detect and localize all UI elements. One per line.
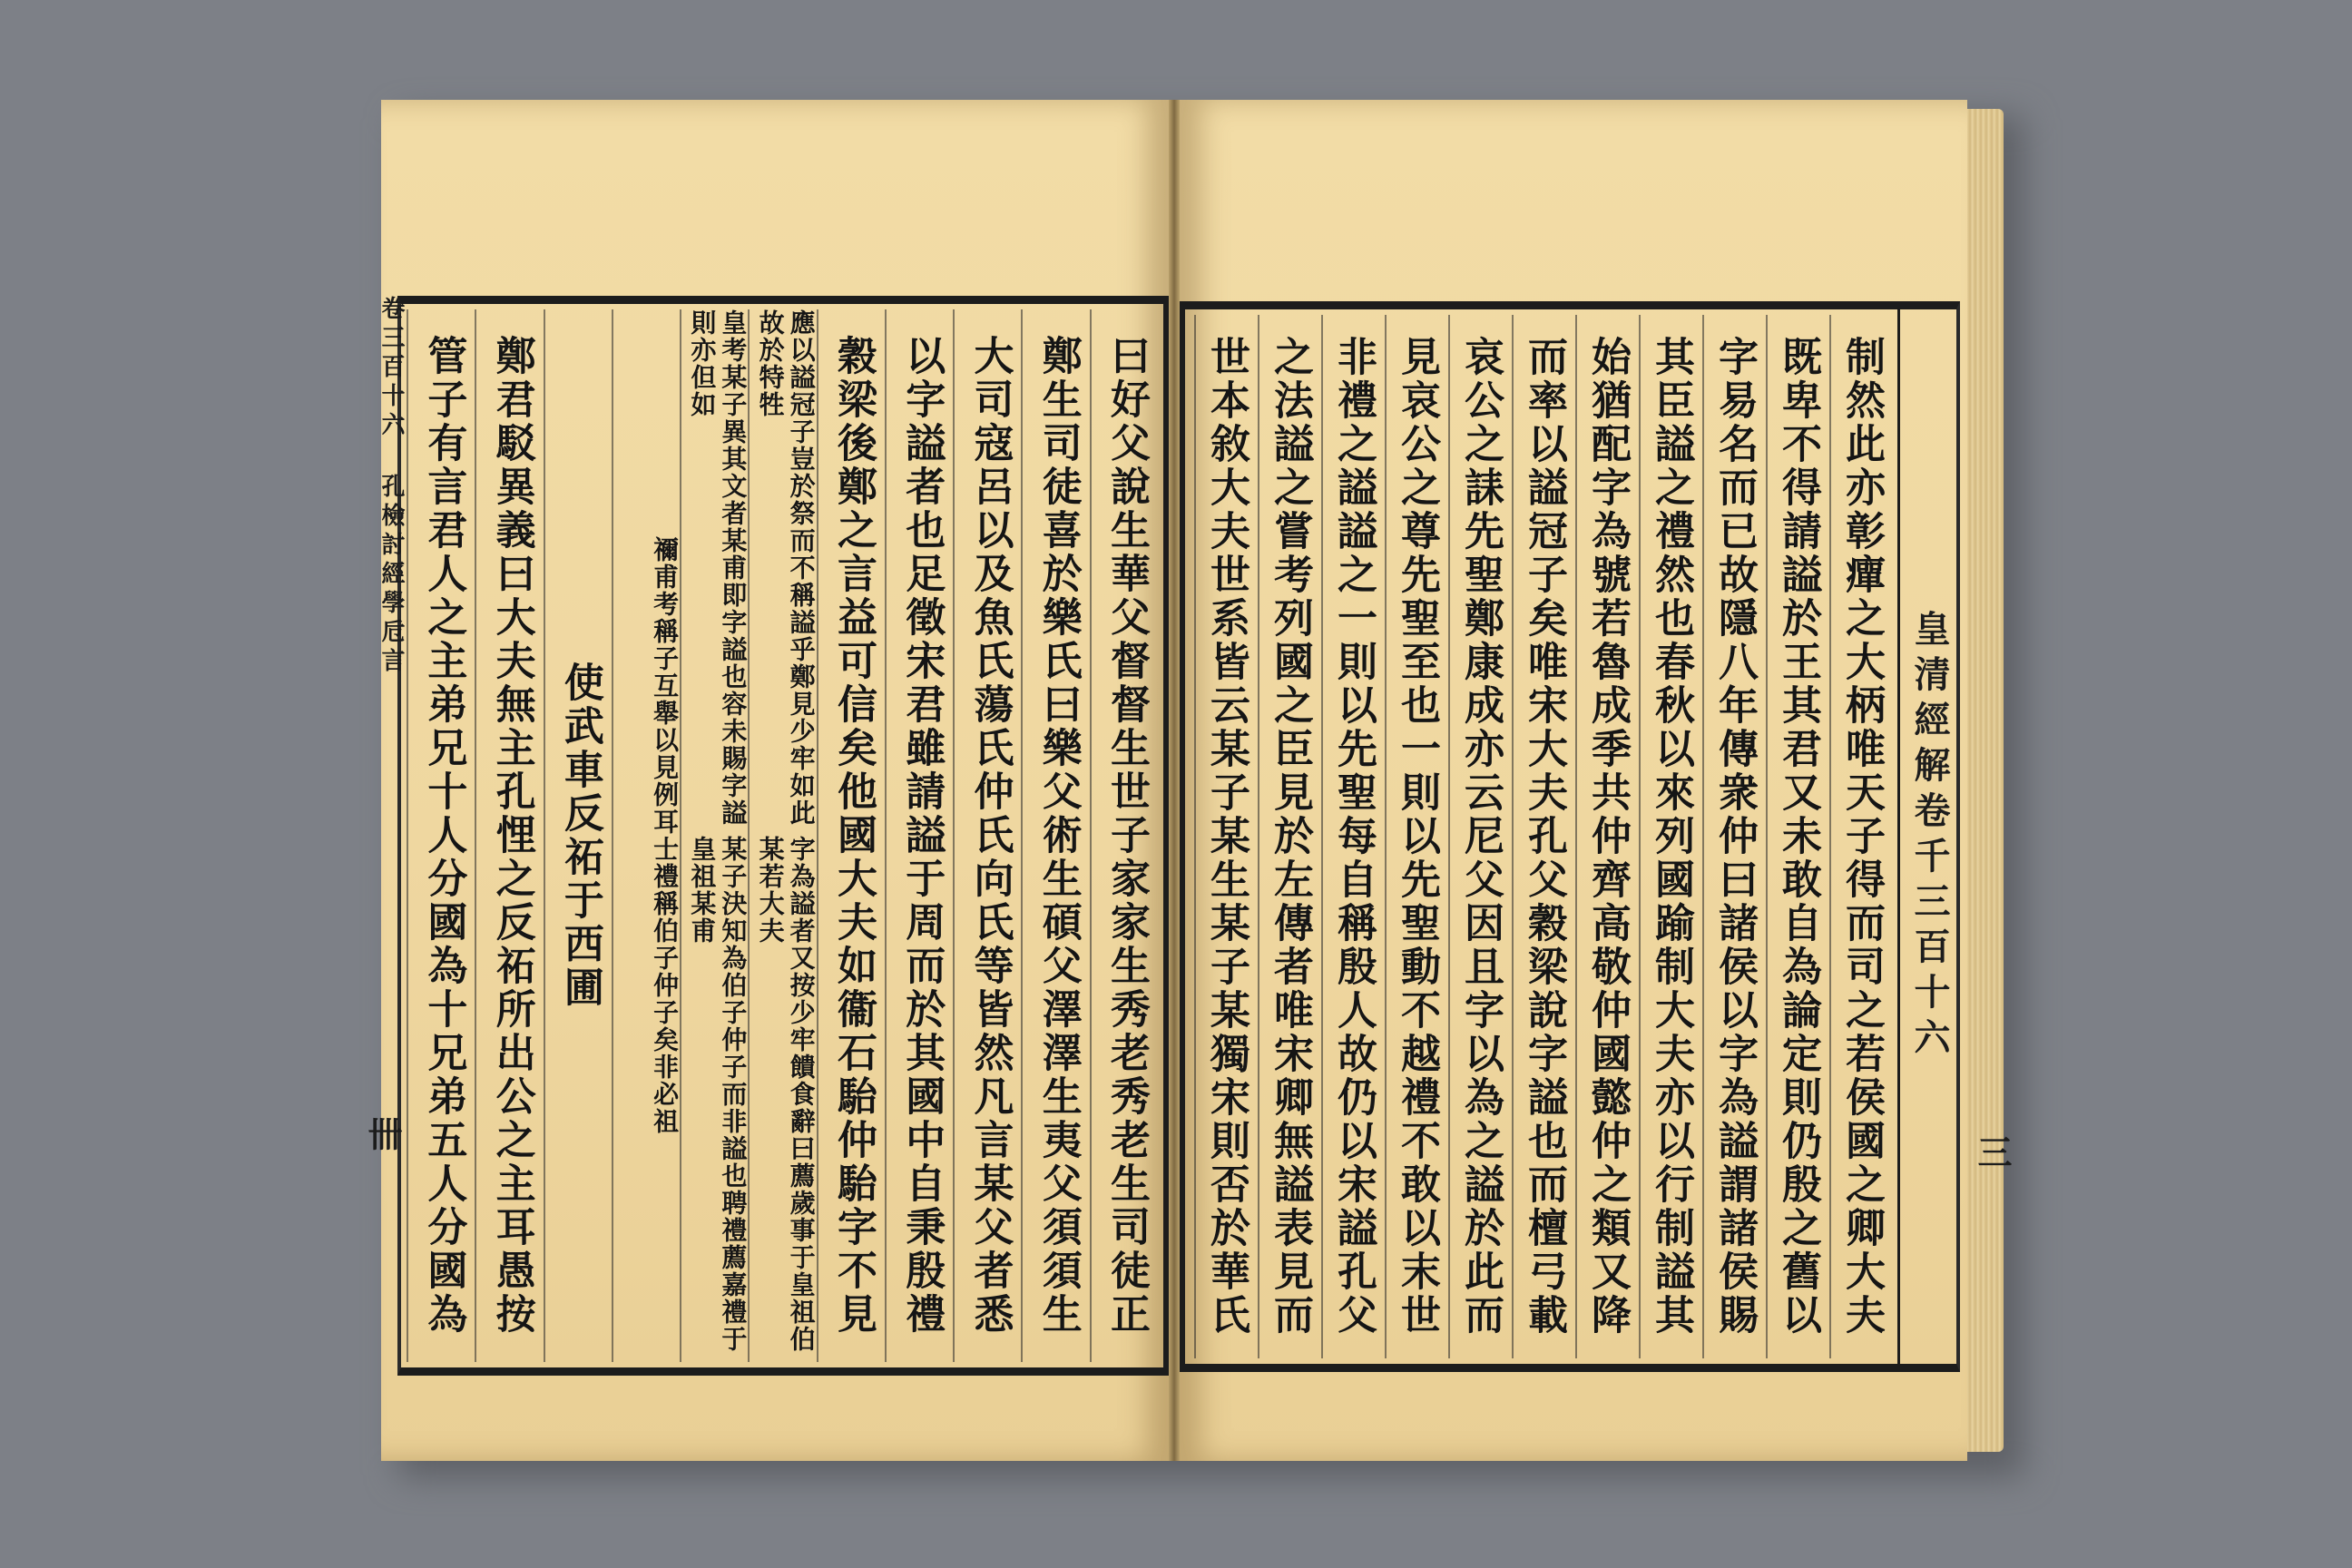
text-column	[885, 309, 953, 1362]
text-column	[1639, 315, 1702, 1358]
annotation-column	[680, 309, 748, 1362]
text-column	[1090, 309, 1158, 1362]
column-text: 鄭君駁異義曰大夫無主孔悝之反祏所出公之主耳愚按	[488, 335, 535, 1337]
column-text: 以字謚者也足徵宋君雖請謚于周而於其國中自秉殷禮	[898, 335, 946, 1337]
text-column	[407, 309, 475, 1362]
column-text: 曰好父說生華父督督生世子家家生秀老秀老生司徒正	[1103, 335, 1150, 1337]
column-text: 而率以謚冠子矣唯宋大夫孔父穀梁說字謚也而檀弓載	[1521, 336, 1567, 1338]
right-columns	[1194, 315, 1893, 1358]
text-column	[1194, 315, 1258, 1358]
column-text: 始猶配字為號若魯成季共仲齊高敬仲國懿仲之類又降	[1584, 336, 1631, 1338]
column-text: 管子有言君人之主弟兄十人分國為十兄弟五人分國為	[420, 335, 467, 1337]
column-text: 哀公之誄先聖鄭康成亦云尼父因且字以為之謚於此而	[1457, 336, 1504, 1338]
annotation-text: 士禮稱伯子仲子矣非必祖	[650, 836, 681, 1135]
annotation-text: 字為謚者又按少牢饋食辭曰薦歲事于皇祖伯某若大夫	[755, 836, 817, 1353]
volume-label: 卷千三百十六	[1908, 791, 1951, 1063]
column-text: 其臣謚之禮然也春秋以來列國踰制大夫亦以行制謚其	[1648, 336, 1694, 1338]
running-title: 皇清經解	[1908, 610, 1951, 791]
annotation-text: 應以謚冠子豈於祭而不稱謚乎鄭見少牢如此故於特牲	[755, 309, 817, 827]
left-margin-label	[377, 296, 408, 1376]
annotation-column	[748, 309, 816, 1362]
text-column	[1448, 315, 1512, 1358]
text-column	[1766, 315, 1829, 1358]
column-text: 非禮之謚謚之一則以先聖每自稱殷人故仍以宋謚孔父	[1330, 336, 1377, 1338]
column-text: 既卑不得請謚於王其君又未敢自為論定則仍殷之舊以	[1775, 336, 1821, 1338]
text-column	[1575, 315, 1639, 1358]
annotation-text: 禰甫考稱子互舉以見例耳	[650, 536, 681, 836]
book-gutter	[1169, 100, 1180, 1461]
text-column	[953, 309, 1021, 1362]
column-text: 大司寇呂以及魚氏蕩氏仲氏向氏等皆然凡言某父者悉	[966, 335, 1014, 1337]
column-text: 字易名而已故隱八年傳衆仲曰諸侯以字為謚謂諸侯賜	[1711, 336, 1758, 1338]
column-text: 穀梁後鄭之言益可信矣他國大夫如衞石駘仲駘字不見	[829, 335, 877, 1337]
text-column	[1385, 315, 1448, 1358]
column-text: 見哀公之尊先聖至也一則以先聖動不越禮不敢以末世	[1394, 336, 1440, 1338]
text-column	[1512, 315, 1575, 1358]
column-text: 使武車反祏于西圃	[556, 662, 603, 1010]
annotation-text: 皇考某子異其文者某甫即字謚也容未賜字謚則亦但如	[687, 309, 749, 827]
annotation-column	[612, 309, 680, 1362]
annotation-text: 某子決知為伯子仲子而非謚也聘禮薦嘉禮于皇祖某甫	[687, 836, 749, 1353]
right-margin-label	[1897, 309, 1956, 1364]
text-column	[475, 309, 543, 1362]
volume-label: 卷三百十六 孔檢討經學卮言	[377, 296, 405, 677]
left-text-frame	[397, 296, 1169, 1376]
text-column	[544, 309, 612, 1362]
column-text: 世本敘大夫世系皆云某子某生某子某獨宋則否於華氏	[1203, 336, 1250, 1338]
text-column	[1021, 309, 1089, 1362]
right-page-number: 三	[1972, 1134, 2013, 1169]
right-text-frame	[1180, 301, 1960, 1372]
text-column	[1702, 315, 1766, 1358]
text-column	[1321, 315, 1385, 1358]
page-edges	[1967, 109, 2004, 1452]
column-text: 制然此亦彰癉之大柄唯天子得而司之若侯國之卿大夫	[1838, 336, 1885, 1338]
column-text: 鄭生司徒喜於樂氏曰樂父術生碩父澤澤生夷父須須生	[1034, 335, 1082, 1337]
text-column	[1829, 315, 1893, 1358]
text-column	[1258, 315, 1321, 1358]
text-column	[817, 309, 885, 1362]
left-columns	[407, 309, 1158, 1362]
column-text: 之法謚之嘗考列國之臣見於左傳者唯宋卿無謚表見而	[1267, 336, 1313, 1338]
left-page-number: 卌	[362, 1116, 403, 1151]
